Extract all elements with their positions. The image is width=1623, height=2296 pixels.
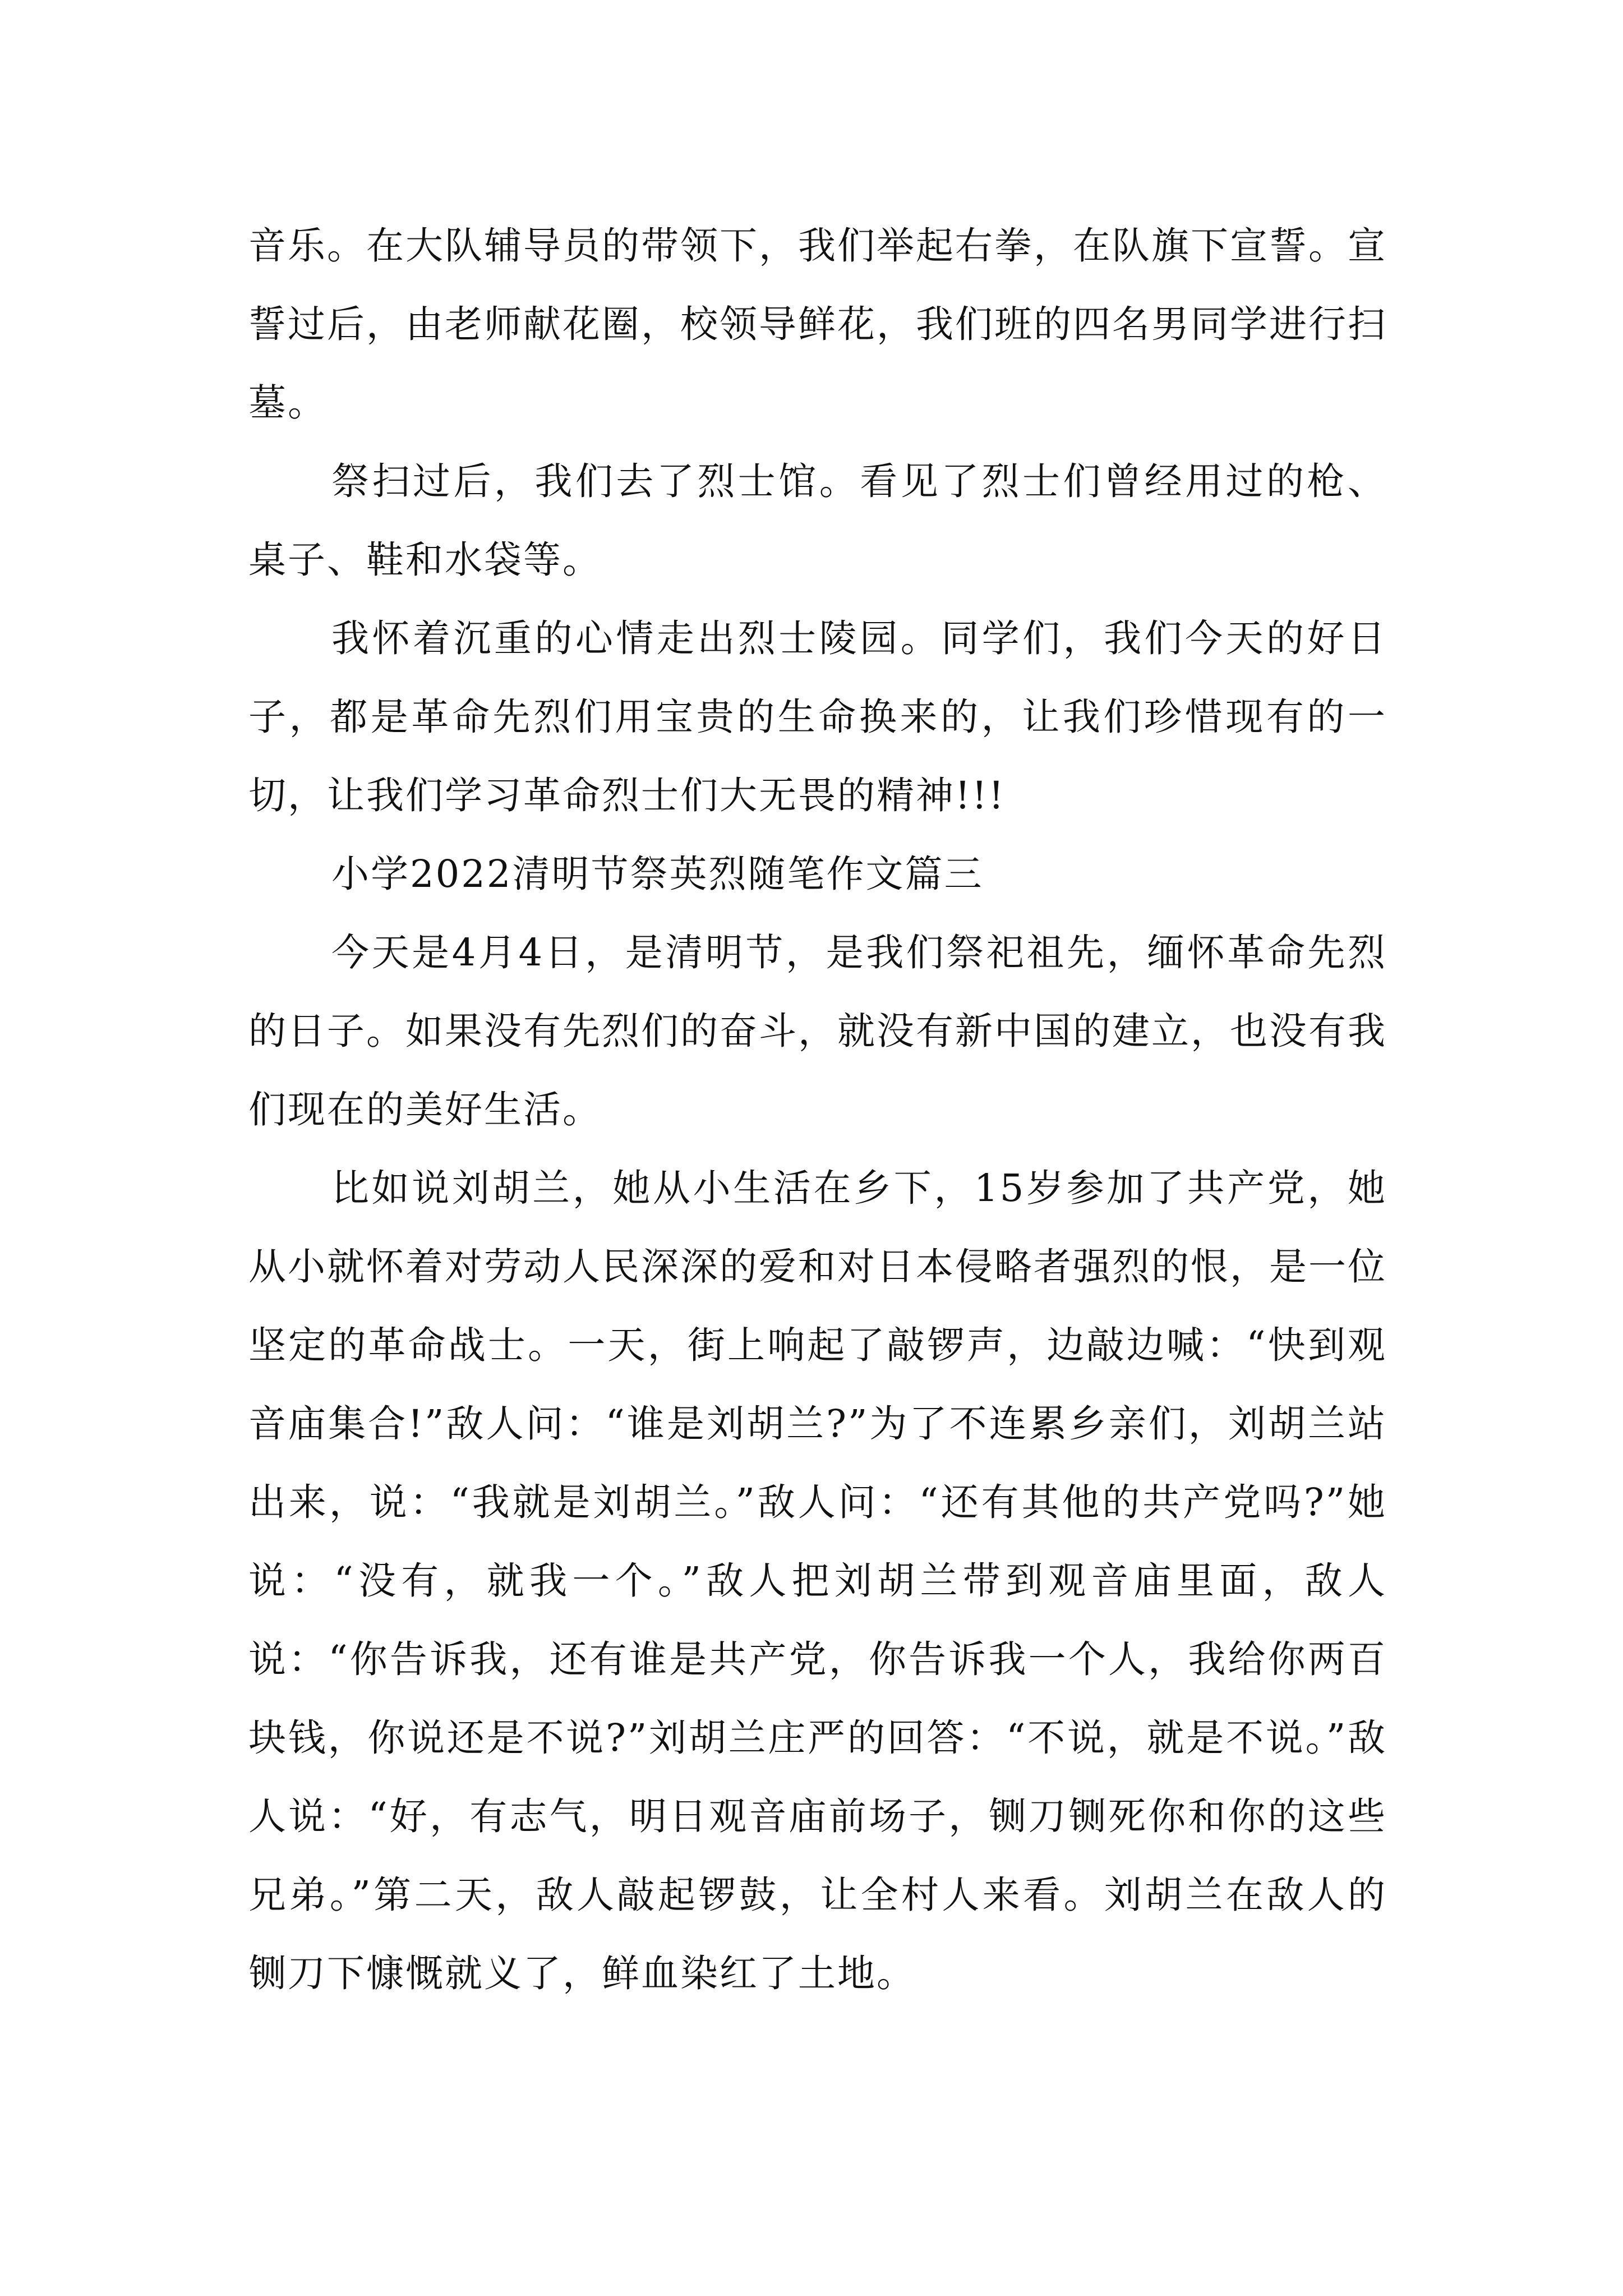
paragraph-liu-hulan: 比如说刘胡兰，她从小生活在乡下，15岁参加了共产党，她从小就怀着对劳动人民深深的爱和对日本侵略者强烈的恨，是一位坚定的革命战士。一天，街上响起了敲锣声，边敲边喊：“快到观音庙集合!”敌人问：“谁是刘胡兰?”为了不连累乡亲们，刘胡兰站出来，说：“我就是刘胡兰。”敌人问：“还有其他的共产党吗?”她说：“没有，就我一个。”敌人把刘胡兰带到观音庙里面，敌人说：“你告诉我，还有谁是共产党，你告诉我一个人，我给你两百块钱，你说还是不说?”刘胡兰庄严的回答：“不说，就是不说。”敌人说：“好，有志气，明日观音庙前场子，铡刀铡死你和你的这些兄弟。”第二天，敌人敲起锣鼓，让全村人来看。刘胡兰在敌人的铡刀下慷慨就义了，鲜血染红了土地。 [248,1166,1387,1995]
paragraph-reflection: 我怀着沉重的心情走出烈士陵园。同学们，我们今天的好日子，都是革命先烈们用宝贵的生命换来的，让我们珍惜现有的一切，让我们学习革命烈士们大无畏的精神!!! [248,616,1387,817]
paragraph-qingming-intro: 今天是4月4日，是清明节，是我们祭祀祖先，缅怀革命先烈的日子。如果没有先烈们的奋斗，就没有新中国的建立，也没有我们现在的美好生活。 [248,931,1387,1131]
paragraph-ceremony: 音乐。在大队辅导员的带领下，我们举起右拳，在队旗下宣誓。宣誓过后，由老师献花圈，校领导鲜花，我们班的四名男同学进行扫墓。 [248,224,1387,425]
document-body [248,206,1387,2013]
essay-heading: 小学2022清明节祭英烈随笔作文篇三 [331,852,984,896]
paragraph-martyrs-hall: 祭扫过后，我们去了烈士馆。看见了烈士们曾经用过的枪、桌子、鞋和水袋等。 [248,459,1387,582]
